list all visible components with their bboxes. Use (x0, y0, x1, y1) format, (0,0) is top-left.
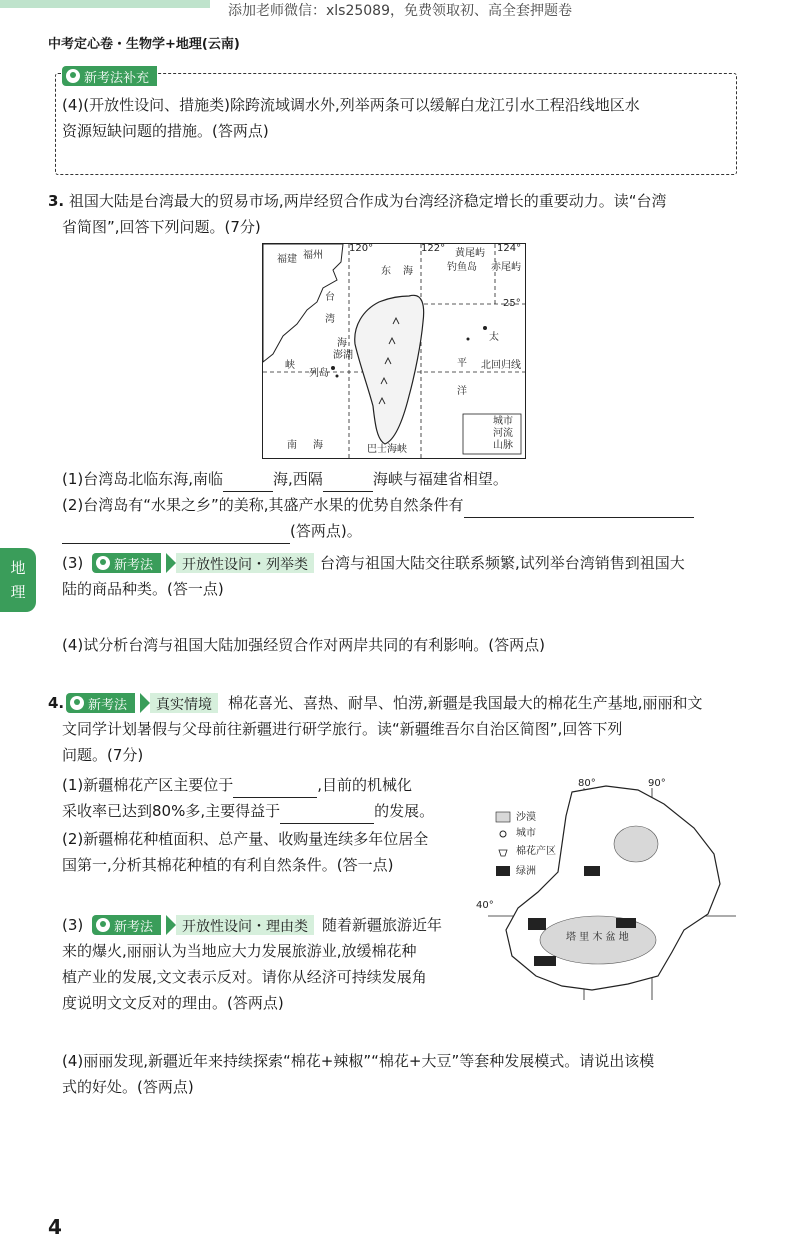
q3-p3-tag (92, 553, 161, 573)
map-label-xia: 峡 (285, 360, 295, 371)
page-number: 4 (48, 1215, 62, 1239)
map-label-nanhai-1: 南 (287, 440, 297, 451)
map-legend-city: 城市 (516, 828, 536, 839)
map-lon-122: 122° (421, 243, 446, 254)
map-lon-120: 120° (349, 243, 374, 254)
supplement-line2: 资源短缺问题的措施。(答两点) (62, 122, 269, 140)
map-label-chiweiyu: 赤尾屿 (491, 262, 521, 273)
q4-p2-line1: (2)新疆棉花种植面积、总产量、收购量连续多年位居全 (62, 830, 429, 848)
q3-intro1-text: 祖国大陆是台湾最大的贸易市场,两岸经贸合作成为台湾经济稳定增长的重要动力。读“台湾 (68, 192, 667, 210)
side-tab-char-1: 地 (10, 559, 26, 577)
q4-p3-num: (3) (62, 916, 84, 934)
q4-tag-label: 新考法 (88, 697, 128, 713)
answer-blank[interactable] (223, 473, 273, 492)
supplement-line1: (4)(开放性设问、措施类)除跨流域调水外,列举两条可以缓解白龙江引水工程沿线地区水 (62, 96, 640, 114)
page-header: 中考定心卷・生物学+地理(云南) (48, 37, 240, 52)
answer-blank[interactable] (464, 499, 694, 518)
q4-p3-line1: 随着新疆旅游近年 (322, 916, 443, 934)
q3-intro-line1 (48, 188, 666, 214)
map-label-hai2: 海 (337, 338, 347, 349)
map-legend-oasis: 绿洲 (516, 866, 536, 877)
q4-p3-kind: 开放性设问・理由类 (176, 915, 314, 935)
map-label-tropic: 北回归线 (481, 360, 521, 371)
tag-arrow-shape (140, 693, 150, 713)
map-label-hai1: 海 (403, 266, 413, 277)
map-label-fuzhou: 福州 (303, 250, 323, 261)
q3-p2-text-b: (答两点)。 (290, 522, 362, 540)
q4-p4-line2: 式的好处。(答两点) (62, 1078, 194, 1096)
q4-num: 4. (48, 694, 65, 712)
q4-p1-text-b: ,目前的机械化 (317, 776, 413, 794)
q4-p3-line4: 度说明文文反对的理由。(答两点) (62, 994, 284, 1012)
q3-p3-line1: 台湾与祖国大陆交往联系频繁,试列举台湾销售到祖国大 (320, 554, 685, 572)
map-label-tarim-basin: 塔 里 木 盆 地 (566, 932, 629, 943)
xinjiang-map (476, 778, 736, 1000)
map-legend-desert: 沙漠 (516, 812, 536, 823)
supplement-tag (62, 66, 157, 86)
map-lon-90: 90° (648, 778, 666, 789)
map-legend-city: 城市 (493, 416, 513, 427)
map-label-bashi-channel: 巴士海峡 (367, 444, 407, 455)
q3-p1-text-c: 海峡与福建省相望。 (372, 470, 508, 488)
q4-p1-text-d: 的发展。 (374, 802, 435, 820)
q4-p3-tag (92, 915, 161, 935)
q3-p3-line2: 陆的商品种类。(答一点) (62, 580, 224, 598)
map-label-taipingyang-1: 太 (489, 332, 499, 343)
subject-side-tab (0, 548, 36, 612)
lightbulb-icon (96, 918, 110, 932)
q3-p4: (4)试分析台湾与祖国大陆加强经贸合作对两岸共同的有利影响。(答两点) (62, 636, 545, 654)
map-label-fujian: 福建 (277, 254, 297, 265)
q4-p1-line1 (62, 772, 412, 798)
q3-p2-text-a: (2)台湾岛有“水果之乡”的美称,其盛产水果的优势自然条件有 (62, 496, 464, 514)
map-label-huangweiyu: 黄尾屿 (455, 248, 485, 259)
answer-blank[interactable] (62, 525, 290, 544)
supplement-tag-label: 新考法补充 (84, 70, 150, 86)
q3-p3-num: (3) (62, 554, 84, 572)
tag-arrow-shape (166, 553, 176, 573)
tag-arrow-shape (166, 915, 176, 935)
side-tab-char-2: 理 (10, 583, 26, 601)
lightbulb-icon (96, 556, 110, 570)
lightbulb-icon (66, 69, 80, 83)
q3-part2-cont (62, 518, 362, 544)
answer-blank[interactable] (280, 805, 374, 824)
map-label-diaoyudao: 钓鱼岛 (447, 262, 477, 273)
map-lon-80: 80° (578, 778, 596, 789)
taiwan-map (262, 243, 526, 459)
q4-p3-line3: 植产业的发展,文文表示反对。请你从经济可持续发展角 (62, 968, 427, 986)
answer-blank[interactable] (323, 473, 373, 492)
q4-intro-line3: 问题。(7分) (62, 746, 144, 764)
map-label-liedao: 列岛 (309, 368, 329, 379)
q3-p1-text-a: (1)台湾岛北临东海,南临 (62, 470, 224, 488)
map-label-taipingyang-3: 洋 (457, 386, 467, 397)
map-label-wan: 湾 (325, 314, 335, 325)
q4-intro-line1: 棉花喜光、喜热、耐旱、怕涝,新疆是我国最大的棉花生产基地,丽丽和文 (228, 694, 703, 712)
map-lon-124: 124° (497, 243, 522, 254)
q4-p1-line2 (62, 798, 434, 824)
map-label-taipingyang-2: 平 (457, 358, 467, 369)
q3-p3-tag-label: 新考法 (114, 557, 154, 573)
answer-blank[interactable] (233, 779, 317, 798)
map-lat-25: 25° (503, 298, 521, 309)
q3-p3-kind: 开放性设问・列举类 (176, 553, 314, 573)
lightbulb-icon (70, 696, 84, 710)
q4-p3-tag-label: 新考法 (114, 919, 154, 935)
q4-p2-line2: 国第一,分析其棉花种植的有利自然条件。(答一点) (62, 856, 394, 874)
map-label-nanhai-2: 海 (313, 440, 323, 451)
map-legend-river: 河流 (493, 428, 513, 439)
watermark: 添加老师微信：xls25089，免费领取初、高全套押题卷 (227, 3, 572, 19)
taiwan-map-svg (263, 244, 525, 458)
map-label-dong: 东 (381, 266, 391, 277)
q4-kind: 真实情境 (150, 693, 218, 713)
q3-p1-text-b: 海,西隔 (273, 470, 323, 488)
map-legend-cotton: 棉花产区 (516, 846, 556, 857)
q4-p4-line1: (4)丽丽发现,新疆近年来持续探索“棉花+辣椒”“棉花+大豆”等套种发展模式。请说出该模 (62, 1052, 655, 1070)
q4-p1-text-c: 采收率已达到80%多,主要得益于 (62, 802, 281, 820)
map-lat-40: 40° (476, 900, 494, 911)
q4-tag (66, 693, 135, 713)
q4-p1-text-a: (1)新疆棉花产区主要位于 (62, 776, 234, 794)
q3-part2 (62, 492, 694, 518)
q4-p3-line2: 来的爆火,丽丽认为当地应大力发展旅游业,放缓棉花种 (62, 942, 417, 960)
map-label-tai: 台 (325, 292, 335, 303)
q4-intro-line2: 文同学计划暑假与父母前往新疆进行研学旅行。读“新疆维吾尔自治区简图”,回答下列 (62, 720, 623, 738)
q3-number: 3. (48, 192, 65, 210)
q3-intro-line2: 省简图”,回答下列问题。(7分) (62, 218, 261, 236)
map-legend-mountain: 山脉 (493, 440, 513, 451)
map-label-penghu: 澎湖 (333, 350, 353, 361)
q4-number (48, 690, 64, 716)
q3-part1 (62, 466, 508, 492)
